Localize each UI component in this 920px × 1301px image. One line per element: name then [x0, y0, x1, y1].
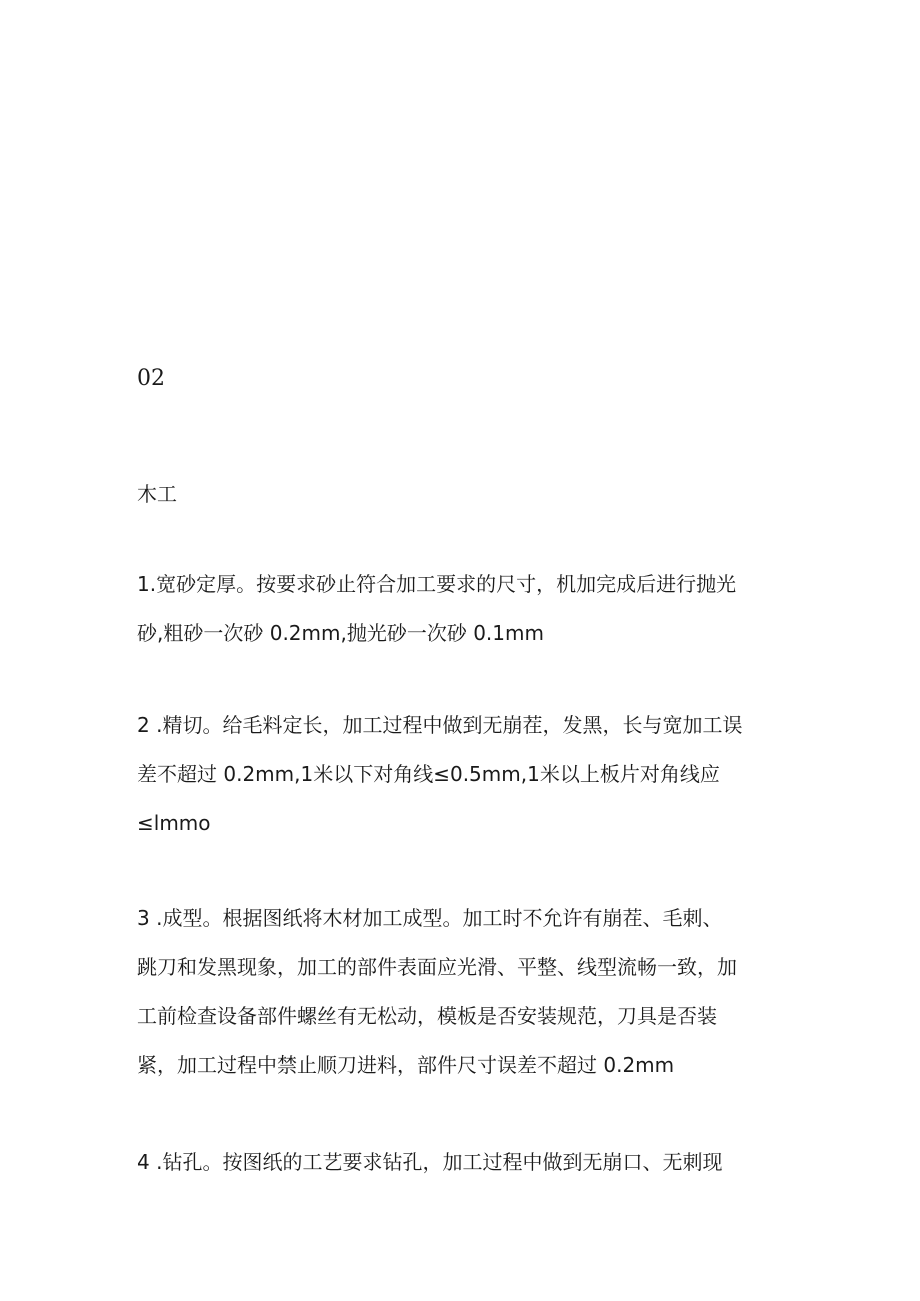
paragraph-line: 3 .成型。根据图纸将木材加工成型。加工时不允许有崩茬、毛刺、: [137, 906, 723, 930]
section-title: 木工: [137, 482, 177, 506]
paragraph-line: 跳刀和发黑现象，加工的部件表面应光滑、平整、线型流畅一致，加: [137, 955, 737, 979]
section-number: 02: [137, 366, 165, 391]
paragraph-wide-sanding: [137, 560, 797, 658]
paragraph-line: 差不超过 0.2mm,1米以下对角线≤0.5mm,1米以上板片对角线应: [137, 762, 720, 786]
paragraph-line: ≤lmmo: [137, 811, 211, 835]
paragraph-shaping: [137, 894, 797, 1090]
paragraph-line: 紧，加工过程中禁止顺刀进料，部件尺寸误差不超过 0.2mm: [137, 1053, 675, 1077]
paragraph-line: 4 .钻孔。按图纸的工艺要求钻孔，加工过程中做到无崩口、无刺现: [137, 1150, 723, 1174]
paragraph-line: 1.宽砂定厚。按要求砂止符合加工要求的尺寸，机加完成后进行抛光: [137, 572, 737, 596]
paragraph-line: 工前检查设备部件螺丝有无松动，模板是否安装规范，刀具是否装: [137, 1004, 717, 1028]
paragraph-line: 砂,粗砂一次砂 0.2mm,抛光砂一次砂 0.1mm: [137, 621, 544, 645]
paragraph-drilling: [137, 1138, 797, 1187]
paragraph-line: 2 .精切。给毛料定长，加工过程中做到无崩茬，发黑，长与宽加工误: [137, 713, 743, 737]
paragraph-precision-cutting: [137, 701, 797, 848]
